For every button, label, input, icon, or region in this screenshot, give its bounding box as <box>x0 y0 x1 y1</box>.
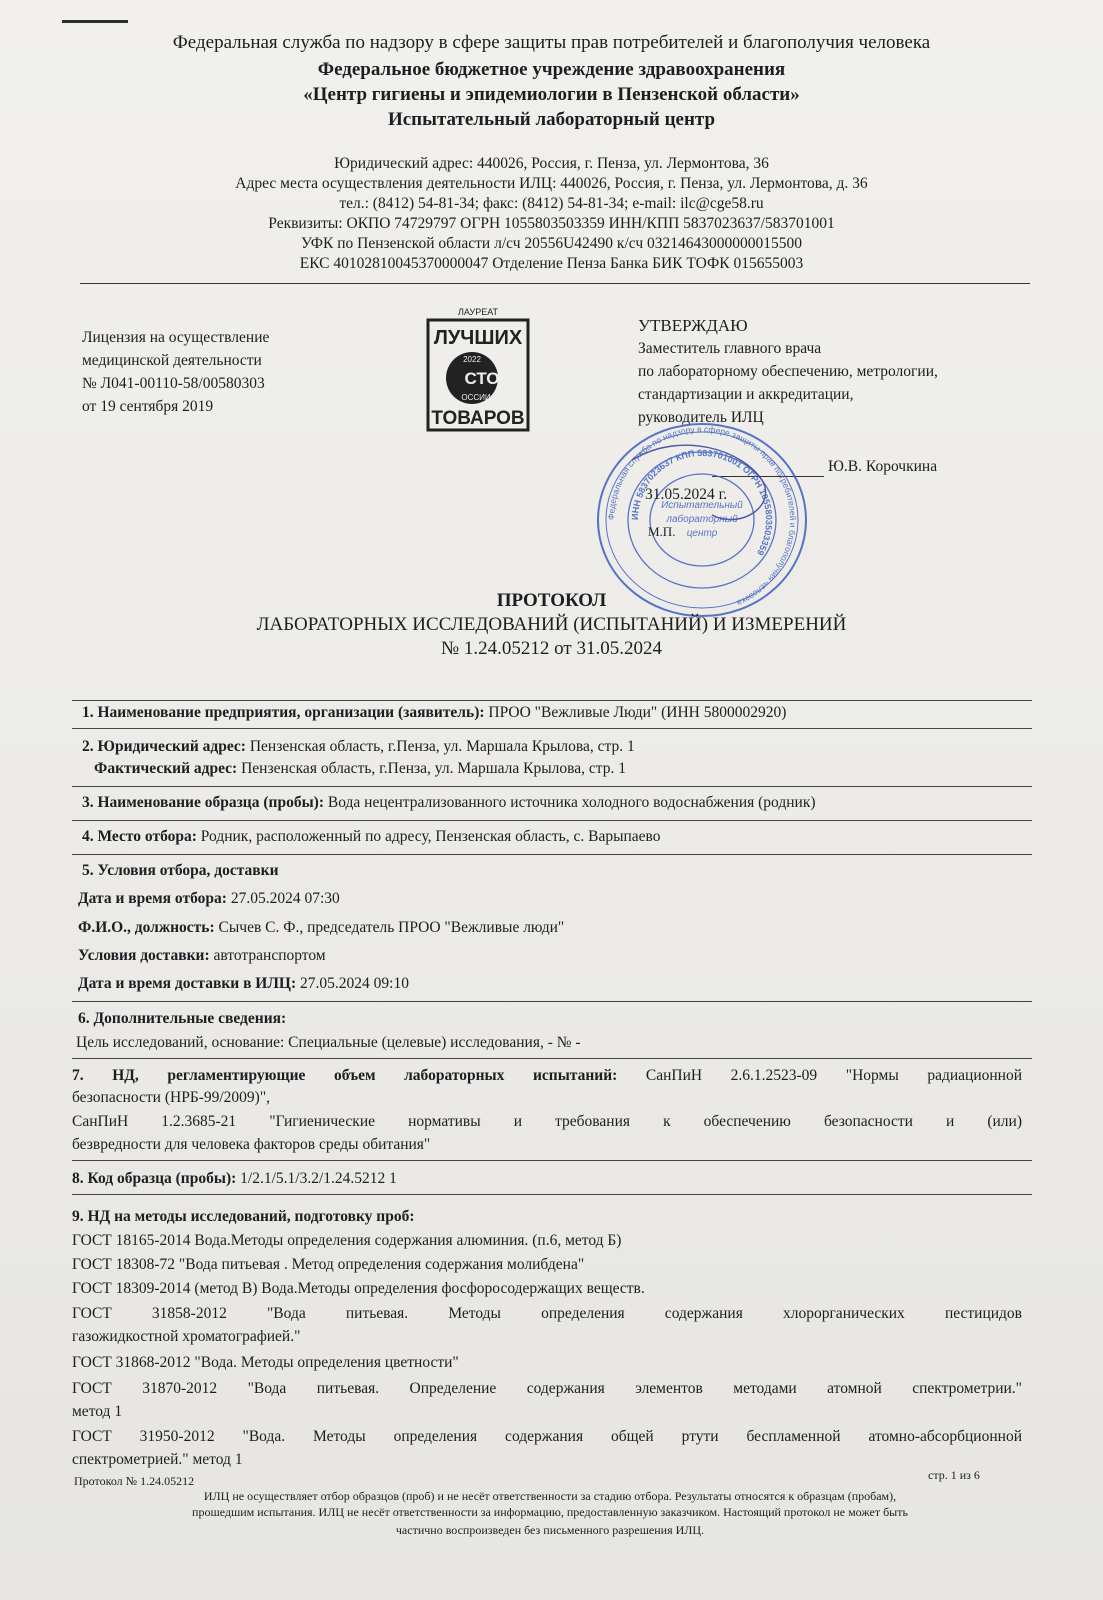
method-item: ГОСТ 18309-2014 (метод В) Вода.Методы определения фосфоросодержащих веществ. <box>72 1280 645 1297</box>
delivery-conditions-label: Условия доставки: <box>78 947 210 964</box>
footer-page: стр. 1 из 6 <box>928 1468 980 1482</box>
section-divider <box>72 1001 1032 1002</box>
sampler-label: Ф.И.О., должность: <box>78 919 215 936</box>
delivery-datetime <box>78 975 409 993</box>
delivery-conditions-value: автотранспортом <box>209 947 326 964</box>
header-institution: Федеральное бюджетное учреждение здравоохранения <box>317 59 786 80</box>
section-divider <box>72 786 1032 787</box>
section-7-value: СанПиН 2.6.1.2523-09 "Нормы радиационной <box>617 1067 1023 1084</box>
approval-line: стандартизации и аккредитации, <box>638 386 854 403</box>
section-divider <box>72 1160 1032 1161</box>
section-4-value: Родник, расположенный по адресу, Пензенская область, с. Варыпаево <box>196 828 661 845</box>
sampling-datetime-value: 27.05.2024 07:30 <box>226 890 340 907</box>
footer-disclaimer: частично воспроизведен без письменного разрешения ИЛЦ. <box>395 1523 705 1537</box>
method-item: ГОСТ 31950-2012 "Вода. Методы определения содержания общей ртути беспламенной атомно-абсорбционной <box>72 1428 1022 1445</box>
section-5-label: 5. Условия отбора, доставки <box>82 862 279 879</box>
section-1-value: ПРОО "Вежливые Люди" (ИНН 5800002920) <box>484 704 787 721</box>
logo-laureate-text: ЛАУРЕАТ <box>457 307 499 317</box>
section-divider <box>72 854 1032 855</box>
approval-line: руководитель ИЛЦ <box>638 409 764 426</box>
section-divider <box>72 820 1032 821</box>
requisites-codes: Реквизиты: ОКПО 74729797 ОГРН 1055803503359 ИНН/КПП 5837023637/583701001 <box>268 215 835 232</box>
approval-block <box>638 314 938 429</box>
section-1-label: 1. Наименование предприятия, организации (заявитель): <box>82 704 485 721</box>
logo-year: 2022 <box>463 355 481 364</box>
delivery-datetime-value: 27.05.2024 09:10 <box>296 975 409 992</box>
bank-account: ЕКС 40102810045370000047 Отделение Пенза Банка БИК ТОФК 015655003 <box>299 255 804 272</box>
legal-address: Юридический адрес: 440026, Россия, г. Пенза, ул. Лермонтова, 36 <box>334 155 769 172</box>
section-2b-label: Фактический адрес: <box>94 760 238 777</box>
stamp-outer-text: Федеральная служба по надзору в сфере защиты прав потребителей и благополучия человека <box>605 423 799 609</box>
protocol-number: № 1.24.05212 от 31.05.2024 <box>441 638 662 659</box>
section-divider <box>72 728 1032 729</box>
section-3-label: 3. Наименование образца (пробы): <box>82 794 324 811</box>
method-item: спектрометрией." метод 1 <box>72 1451 243 1468</box>
section-1 <box>82 704 786 722</box>
section-2b-value: Пензенская область, г.Пенза, ул. Маршала Крылова, стр. 1 <box>237 760 626 777</box>
logo-word-bottom: ТОВАРОВ <box>431 408 525 429</box>
license-block <box>82 326 269 418</box>
method-item: ГОСТ 18165-2014 Вода.Методы определения содержания алюминия. (п.6, метод Б) <box>72 1232 622 1249</box>
ufk-account: УФК по Пензенской области л/сч 20556U42490 к/сч 03214643000000015500 <box>300 235 803 252</box>
section-7-line: безопасности (НРБ-99/2009)", <box>72 1089 271 1106</box>
footer-protocol-number: Протокол № 1.24.05212 <box>74 1474 195 1488</box>
section-8-value: 1/2.1/5.1/3.2/1.24.5212 1 <box>236 1170 397 1187</box>
delivery-datetime-label: Дата и время доставки в ИЛЦ: <box>78 975 297 992</box>
header-center: «Центр гигиены и эпидемиологии в Пензенской области» <box>303 84 800 105</box>
delivery-conditions <box>78 947 326 965</box>
section-7-line: СанПиН 1.2.3685-21 "Гигиенические нормативы и требования к обеспечению безопасности и (или) <box>72 1113 1022 1130</box>
section-4-label: 4. Место отбора: <box>82 828 197 845</box>
method-item: газожидкостной хроматографией." <box>72 1328 301 1345</box>
header-lab: Испытательный лабораторный центр <box>387 109 716 130</box>
section-2-label: 2. Юридический адрес: <box>82 738 246 755</box>
stamp-inner-text: ИНН 5837023637 КПП 583701001 ОГРН 1055803503359 <box>629 447 775 558</box>
section-2 <box>82 738 635 756</box>
section-9-label: 9. НД на методы исследований, подготовку проб: <box>72 1208 415 1225</box>
signer-name: Ю.В. Корочкина <box>828 458 938 475</box>
approval-date: 31.05.2024 г. <box>645 486 728 503</box>
section-8-label: 8. Код образца (пробы): <box>72 1170 237 1187</box>
section-6 <box>78 1010 286 1028</box>
stamp-place-label: М.П. <box>648 524 676 539</box>
license-line: медицинской деятельности <box>82 352 262 369</box>
section-2-actual <box>94 760 626 778</box>
section-6-label: 6. Дополнительные сведения: <box>78 1010 287 1027</box>
section-8 <box>72 1170 397 1188</box>
section-4 <box>82 828 661 846</box>
license-line: Лицензия на осуществление <box>82 329 270 346</box>
header-divider <box>80 283 1030 284</box>
footer-disclaimer: прошедшим испытания. ИЛЦ не несёт ответственности за информацию, предоставленную заказчиком. Настоящий протокол не может быть <box>192 1505 908 1519</box>
protocol-title: ПРОТОКОЛ <box>496 590 607 611</box>
sampling-datetime-label: Дата и время отбора: <box>78 890 227 907</box>
section-7 <box>72 1067 1022 1085</box>
method-item: ГОСТ 31858-2012 "Вода питьевая. Методы определения содержания хлорорганических пестицидов <box>72 1305 1022 1322</box>
approval-line: Заместитель главного врача <box>638 340 822 357</box>
method-item: ГОСТ 18308-72 "Вода питьевая . Метод определения содержания молибдена" <box>72 1256 585 1273</box>
section-5 <box>82 862 279 880</box>
section-divider <box>72 1194 1032 1195</box>
sampler <box>78 919 564 937</box>
logo-word-top: ЛУЧШИХ <box>433 327 523 349</box>
best-goods-logo <box>426 304 530 432</box>
stamp-center-line: Испытательный <box>661 500 743 511</box>
section-7-line: безвредности для человека факторов среды обитания" <box>72 1136 431 1153</box>
approval-title: УТВЕРЖДАЮ <box>638 316 748 335</box>
approval-line: по лабораторному обеспечению, метрологии, <box>638 363 938 380</box>
section-divider <box>72 700 1032 701</box>
section-9 <box>72 1208 415 1226</box>
method-item: ГОСТ 31870-2012 "Вода питьевая. Определение содержания элементов методами атомной спектрометрии." <box>72 1380 1022 1397</box>
sampler-value: Сычев С. Ф., председатель ПРОО "Вежливые люди" <box>214 919 565 936</box>
method-item: метод 1 <box>72 1403 123 1420</box>
activity-address: Адрес места осуществления деятельности ИЛЦ: 440026, Россия, г. Пенза, ул. Лермонтова, д. 36 <box>235 175 868 192</box>
sampling-datetime <box>78 890 340 908</box>
license-date: от 19 сентября 2019 <box>82 398 214 415</box>
stamp-center-line: лабораторный <box>666 514 738 525</box>
section-3 <box>82 794 816 812</box>
section-3-value: Вода нецентрализованного источника холодного водоснабжения (родник) <box>324 794 816 811</box>
footer-disclaimer: ИЛЦ не осуществляет отбор образцов (проб) и не несёт ответственности за стадию отбора. Результаты относятся к образцам (пробам), <box>203 1489 897 1503</box>
section-divider <box>72 1058 1032 1059</box>
logo-sub: ОССИИ <box>461 393 491 402</box>
section-6-value: Цель исследований, основание: Специальные (целевые) исследования, - № - <box>76 1034 581 1051</box>
section-2-value: Пензенская область, г.Пенза, ул. Маршала Крылова, стр. 1 <box>245 738 635 755</box>
logo-mid: СТО <box>464 369 500 388</box>
header-agency: Федеральная служба по надзору в сфере защиты прав потребителей и благополучия человека <box>172 32 931 53</box>
license-number: № Л041-00110-58/00580303 <box>82 375 265 392</box>
stamp-center-line: центр <box>686 528 718 539</box>
protocol-subtitle: ЛАБОРАТОРНЫХ ИССЛЕДОВАНИЙ (ИСПЫТАНИЙ) И ИЗМЕРЕНИЙ <box>256 614 847 635</box>
method-item: ГОСТ 31868-2012 "Вода. Методы определения цветности" <box>72 1354 459 1371</box>
section-7-label: 7. НД, регламентирующие объем лабораторных испытаний: <box>72 1067 618 1084</box>
contacts: тел.: (8412) 54-81-34; факс: (8412) 54-81-34; e-mail: ilc@cge58.ru <box>339 195 764 212</box>
top-mark <box>62 20 128 23</box>
